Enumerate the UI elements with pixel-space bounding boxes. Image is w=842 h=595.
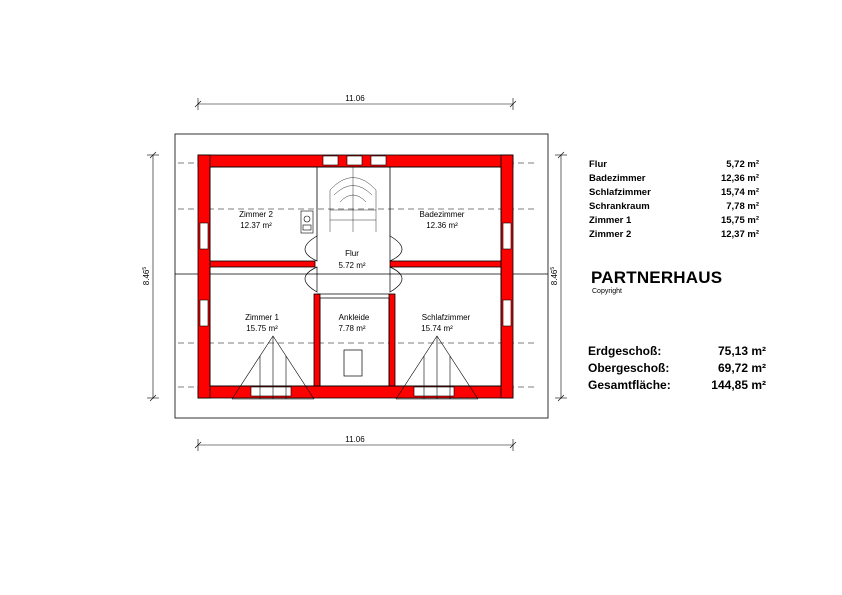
area-room-value: 15,75 m² <box>720 215 759 226</box>
room-flur-area: 5.72 m² <box>338 261 366 270</box>
area-table <box>589 158 759 242</box>
room-zimmer2-name: Zimmer 2 <box>239 210 273 219</box>
total-label: Obergeschoß: <box>588 361 670 375</box>
dimension-left-label: 8.46$^5$ <box>142 266 151 286</box>
windows-top <box>323 156 386 165</box>
room-flur-name: Flur <box>345 249 359 258</box>
room-badezimmer-name: Badezimmer <box>419 210 465 219</box>
totals-table <box>588 343 766 394</box>
total-label: Erdgeschoß: <box>588 344 662 358</box>
area-row <box>589 214 759 228</box>
skylight <box>344 350 362 376</box>
room-schlafzimmer-name: Schlafzimmer <box>421 313 471 322</box>
room-zimmer2-area: 12.37 m² <box>240 221 272 230</box>
room-badezimmer-area: 12.36 m² <box>426 221 458 230</box>
area-room-value: 7,78 m² <box>726 201 759 212</box>
area-room-value: 5,72 m² <box>726 159 759 170</box>
area-room-name: Schrankraum <box>589 201 650 212</box>
total-value: 144,85 m² <box>711 378 766 392</box>
dimension-right-label: 8.46$^5$ <box>550 266 559 286</box>
area-room-name: Flur <box>589 159 607 170</box>
room-schlafzimmer-area: 15.74 m² <box>421 324 453 333</box>
area-room-name: Zimmer 2 <box>589 229 632 240</box>
room-ankleide-area: 7.78 m² <box>338 324 366 333</box>
area-room-name: Badezimmer <box>589 173 646 184</box>
total-row <box>588 360 766 377</box>
total-label: Gesamtfläche: <box>588 378 671 392</box>
area-row <box>589 186 759 200</box>
room-zimmer1-area: 15.75 m² <box>246 324 278 333</box>
total-value: 69,72 m² <box>717 361 766 375</box>
windows-side <box>200 223 511 326</box>
area-row <box>589 158 759 172</box>
total-value: 75,13 m² <box>717 344 766 358</box>
copyright-note: Copyright <box>592 288 622 295</box>
chimney <box>301 211 313 233</box>
room-zimmer1-name: Zimmer 1 <box>245 313 279 322</box>
room-ankleide-name: Ankleide <box>338 313 370 322</box>
house-title: PARTNERHAUS <box>591 268 723 287</box>
total-row <box>588 343 766 360</box>
area-room-name: Zimmer 1 <box>589 215 632 226</box>
area-room-value: 12,37 m² <box>720 229 759 240</box>
total-row <box>588 377 766 394</box>
area-room-value: 12,36 m² <box>720 173 759 184</box>
area-row <box>589 228 759 242</box>
staircase <box>330 167 376 232</box>
dimension-bottom-label: 11.06 <box>345 435 365 444</box>
area-row <box>589 200 759 214</box>
area-room-name: Schlafzimmer <box>589 187 651 198</box>
dimension-top-label: 11.06 <box>345 94 365 103</box>
area-room-value: 15,74 m² <box>720 187 759 198</box>
area-row <box>589 172 759 186</box>
